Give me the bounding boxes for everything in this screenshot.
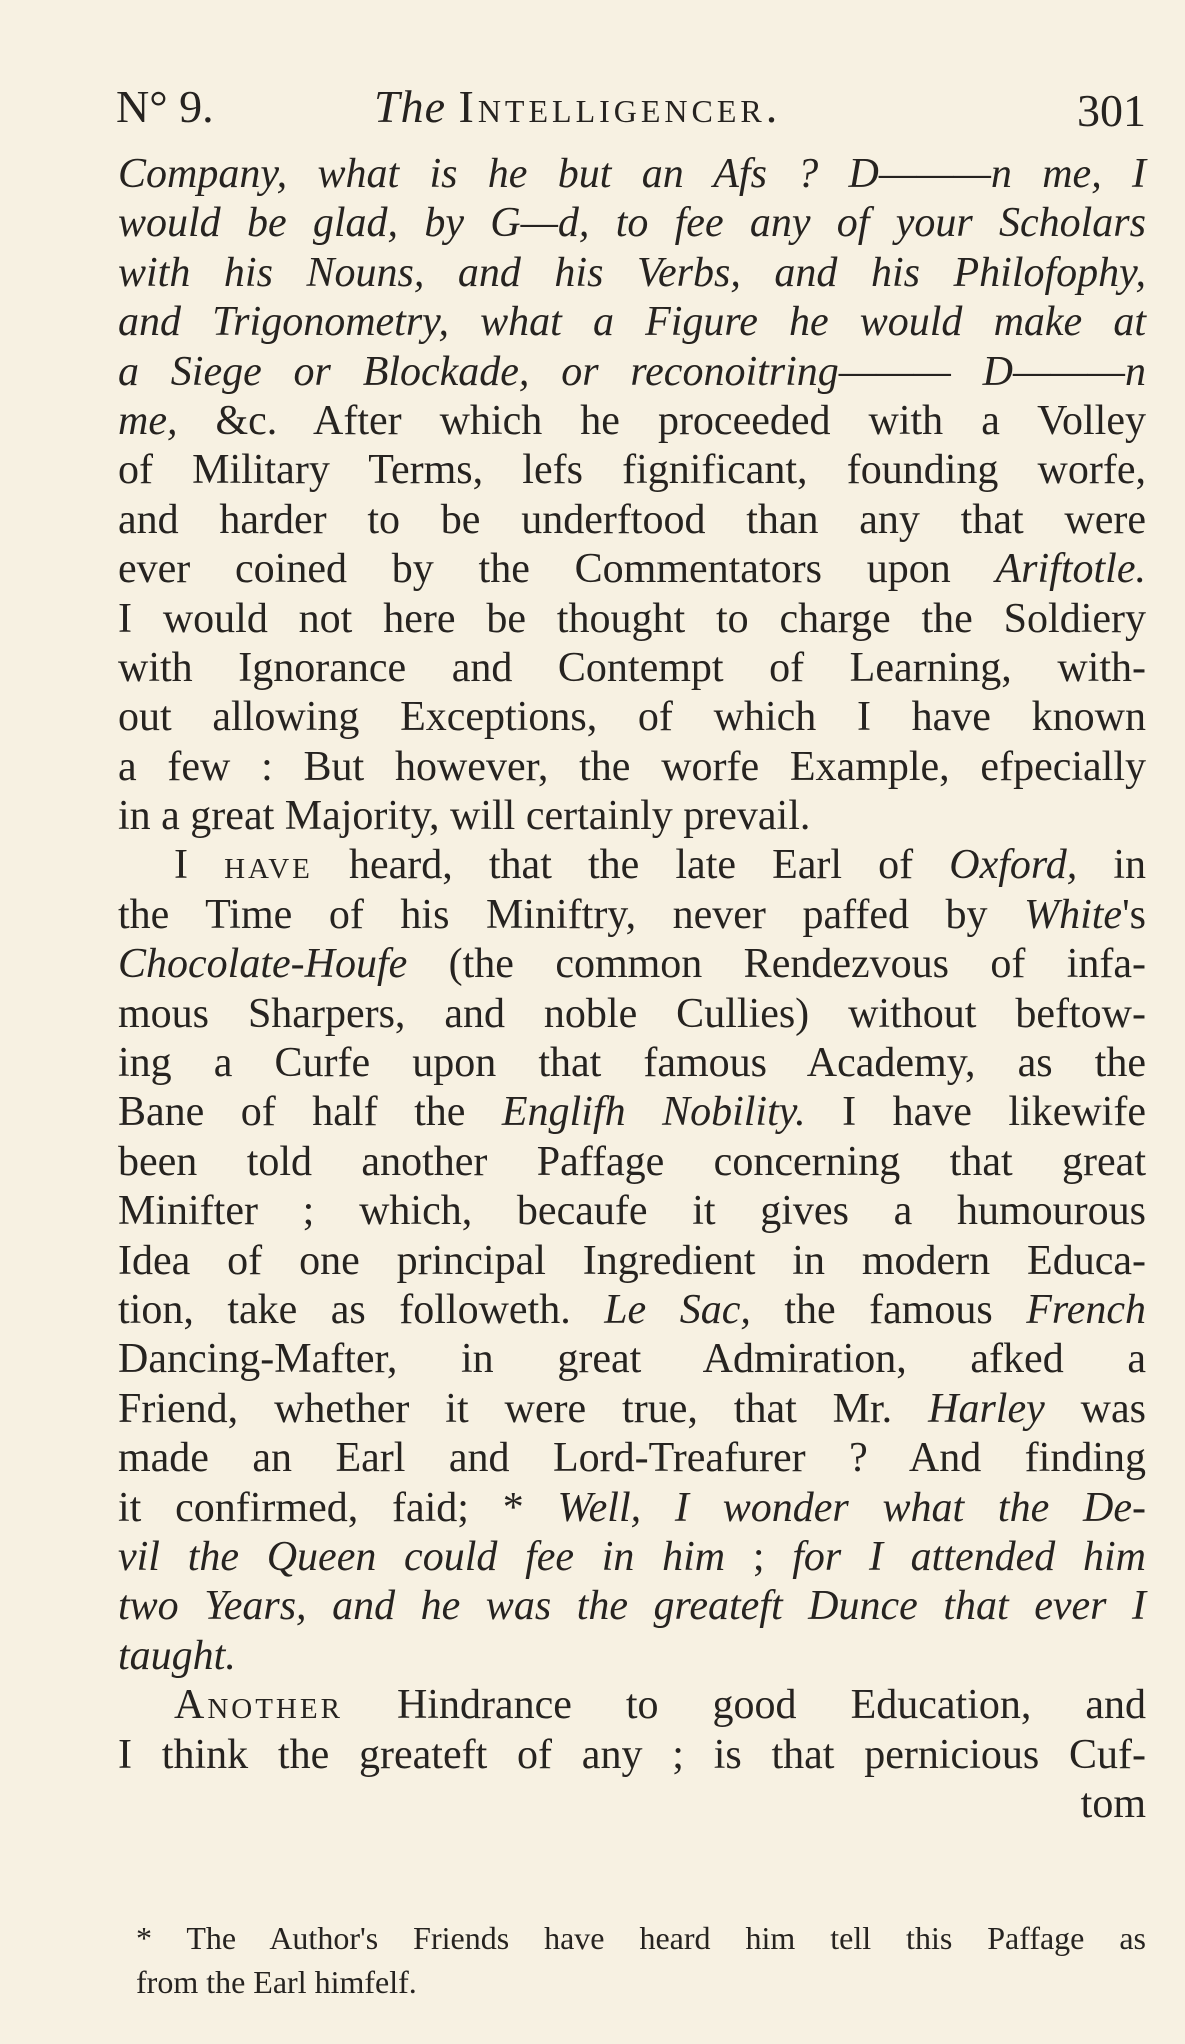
text-run: made an Earl and Lord-Treafurer ? And finding: [118, 1435, 1146, 1482]
text-run: &c. After which he proceeded with a Volley: [215, 397, 1146, 444]
footnote-line: [136, 1916, 1146, 1960]
text-run: the famous: [750, 1286, 1027, 1333]
text-run: heard, that the late Earl of: [312, 842, 950, 889]
italic-run: Oxford,: [949, 842, 1078, 889]
text-run: I think the greateft of any ; is that pernicious Cuf-: [118, 1731, 1146, 1778]
text-run: with Ignorance and Contempt of Learning, with-: [118, 644, 1146, 691]
italic-run: me,: [118, 397, 216, 444]
text-line: [118, 199, 1146, 248]
text-run: mous Sharpers, and noble Cullies) without beftow-: [118, 990, 1146, 1037]
text-run: in: [1077, 842, 1146, 889]
running-title: [374, 80, 781, 133]
text-line: [118, 1731, 1146, 1780]
text-line: [118, 1533, 1146, 1582]
text-run: Idea of one principal Ingredient in modern Educa-: [118, 1237, 1146, 1284]
text-run: tom: [1080, 1780, 1146, 1827]
text-run: of Military Terms, lefs fignificant, founding worfe,: [118, 447, 1146, 494]
text-run: Minifter ; which, becaufe it gives a humourous: [118, 1188, 1146, 1235]
text-line: [118, 990, 1146, 1039]
footnote-line: [136, 1960, 1146, 2004]
text-run: out allowing Exceptions, of which I have known: [118, 694, 1146, 741]
text-run: in a great Majority, will certainly prevail.: [118, 793, 811, 840]
italic-run: vil the Queen could fee in him: [118, 1533, 726, 1580]
text-line: [118, 743, 1146, 792]
italic-run: Harley: [928, 1385, 1045, 1432]
text-line: [118, 1385, 1146, 1434]
text-run: ing a Curfe upon that famous Academy, as the: [118, 1040, 1146, 1087]
text-line: [118, 1681, 1146, 1730]
text-line: [118, 446, 1146, 495]
text-line: [118, 792, 1146, 841]
text-line: [118, 1632, 1146, 1681]
running-header: [116, 80, 1146, 150]
text-line: [118, 545, 1146, 594]
text-line: [118, 150, 1146, 199]
italic-run: a Siege or Blockade, or reconoitring——— D———n: [118, 348, 1146, 395]
italic-run: and Trigonometry, what a Figure he would make at: [118, 299, 1146, 346]
text-line: [118, 496, 1146, 545]
italic-run: Chocolate-Houfe: [118, 941, 408, 988]
text-run: it confirmed, faid; *: [118, 1484, 558, 1531]
text-line: [118, 397, 1146, 446]
small-caps-run: have: [224, 842, 313, 889]
text-run: a few : But however, the worfe Example, efpecially: [118, 743, 1146, 790]
text-run: Dancing-Mafter, in great Admiration, afked a: [118, 1336, 1146, 1383]
italic-run: Company, what is he but an Afs ? D———n me, I: [118, 151, 1146, 197]
text-line: [118, 1286, 1146, 1335]
text-run: ;: [725, 1533, 793, 1580]
italic-run: Englifh Nobility.: [501, 1089, 806, 1136]
text-line: [118, 1335, 1146, 1384]
text-run: I: [174, 842, 225, 889]
body-text: [118, 150, 1146, 1829]
text-line: [118, 1088, 1146, 1137]
text-run: the Time of his Miniftry, never paffed by: [118, 891, 1025, 938]
running-title-prefix: The: [374, 81, 459, 132]
text-run: I have likewife: [805, 1089, 1146, 1136]
text-line: [118, 298, 1146, 347]
text-line: [118, 891, 1146, 940]
text-line: [118, 644, 1146, 693]
text-line: [118, 1039, 1146, 1088]
italic-run: French: [1026, 1286, 1146, 1333]
italic-run: Ariftotle.: [995, 546, 1146, 593]
italic-run: Well, I wonder what the De-: [557, 1484, 1146, 1531]
italic-run: with his Nouns, and his Verbs, and his Philofophy,: [118, 249, 1146, 296]
text-line: [118, 1582, 1146, 1631]
text-run: from the Earl himfelf.: [136, 1964, 417, 2000]
text-line: [118, 595, 1146, 644]
text-line: [118, 841, 1146, 890]
italic-run: two Years, and he was the greateft Dunce that ever I: [118, 1583, 1146, 1630]
text-run: was: [1044, 1385, 1146, 1432]
text-run: I would not here be thought to charge the Soldiery: [118, 595, 1146, 642]
text-run: tion, take as followeth.: [118, 1286, 605, 1333]
italic-run: for I attended him: [792, 1533, 1146, 1580]
text-line: [118, 1138, 1146, 1187]
text-run: ever coined by the Commentators upon: [118, 546, 996, 593]
text-run: (the common Rendezvous of infa-: [407, 941, 1146, 988]
text-run: Hindrance to good Education, and: [342, 1682, 1146, 1729]
text-line: [118, 1434, 1146, 1483]
italic-run: Le Sac,: [604, 1286, 751, 1333]
running-title-main: Intelligencer.: [458, 81, 782, 132]
text-line: [118, 1187, 1146, 1236]
italic-run: White: [1024, 891, 1123, 938]
text-run: Friend, whether it were true, that Mr.: [118, 1385, 929, 1432]
text-line: [118, 1484, 1146, 1533]
text-line: [118, 348, 1146, 397]
text-line: [118, 249, 1146, 298]
text-line: [118, 693, 1146, 742]
footnote: [136, 1916, 1146, 2004]
text-run: 's: [1122, 891, 1146, 938]
text-line: [118, 1237, 1146, 1286]
italic-run: would be glad, by G—d, to fee any of your Scholars: [118, 200, 1146, 247]
italic-run: taught.: [118, 1632, 236, 1679]
text-line: [118, 1780, 1146, 1829]
text-run: Bane of half the: [118, 1089, 502, 1136]
text-run: and harder to be underftood than any that were: [118, 496, 1146, 543]
text-run: * The Author's Friends have heard him tell this Paffage as: [136, 1920, 1146, 1956]
text-line: [118, 940, 1146, 989]
small-caps-run: Another: [174, 1682, 343, 1729]
issue-number: N° 9.: [116, 81, 214, 132]
page-number: 301: [1077, 85, 1146, 136]
text-run: been told another Paffage concerning that great: [118, 1138, 1146, 1185]
